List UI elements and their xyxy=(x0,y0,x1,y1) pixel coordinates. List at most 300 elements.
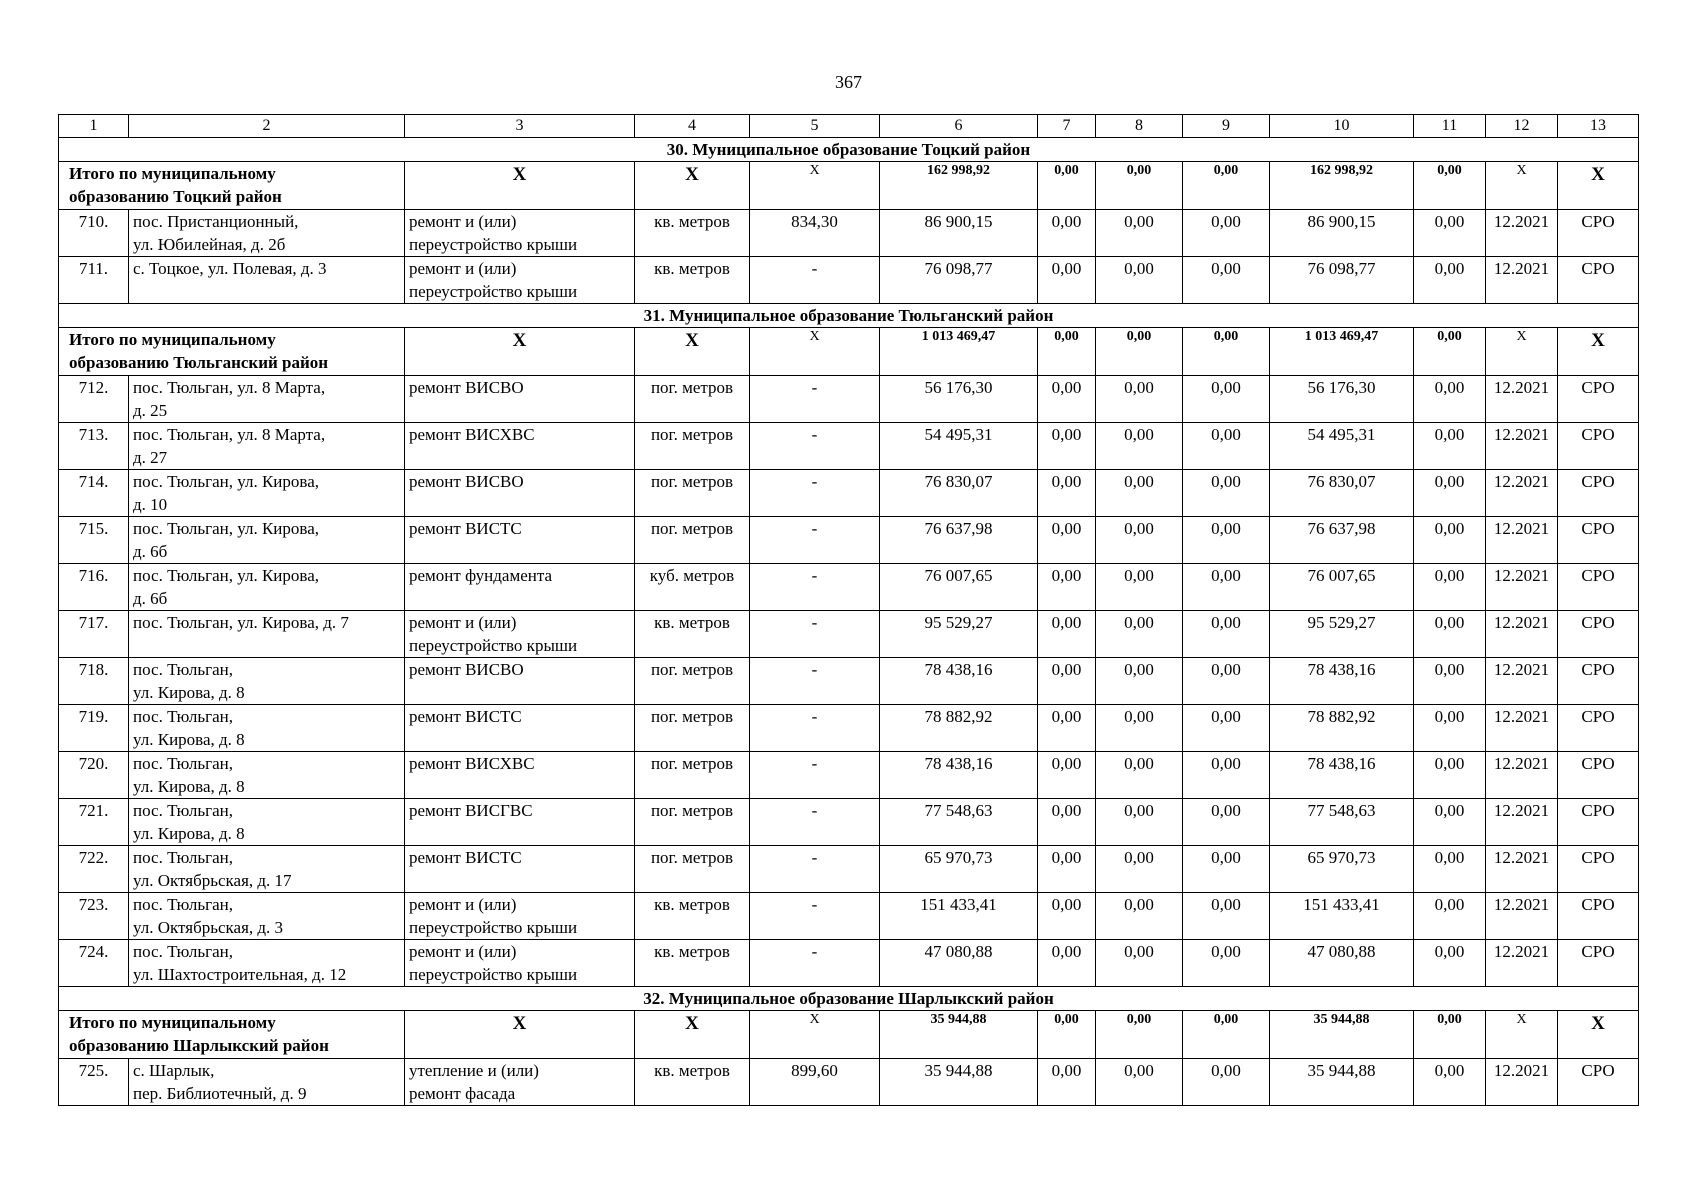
row-unit: кв. метров xyxy=(635,257,750,304)
total-other-funds: 0,00 xyxy=(1414,328,1486,376)
total-regional-funds: 0,00 xyxy=(1096,162,1183,210)
row-address xyxy=(129,423,405,470)
row-federal-funds: 0,00 xyxy=(1038,257,1096,304)
row-local-funds: 0,00 xyxy=(1183,658,1270,705)
row-local-funds: 0,00 xyxy=(1183,611,1270,658)
row-address-line-2: ул. Юбилейная, д. 2б xyxy=(133,235,286,254)
row-owner-funds: 76 830,07 xyxy=(1270,470,1414,517)
row-volume: - xyxy=(750,846,880,893)
row-method: СРО xyxy=(1558,940,1639,987)
row-federal-funds: 0,00 xyxy=(1038,752,1096,799)
row-work-type xyxy=(405,564,635,611)
row-volume: - xyxy=(750,893,880,940)
row-work-type xyxy=(405,940,635,987)
total-method: X xyxy=(1558,162,1639,210)
row-unit: пог. метров xyxy=(635,376,750,423)
row-method: СРО xyxy=(1558,257,1639,304)
row-address xyxy=(129,752,405,799)
row-address xyxy=(129,658,405,705)
row-method: СРО xyxy=(1558,846,1639,893)
row-volume: 834,30 xyxy=(750,210,880,257)
row-method: СРО xyxy=(1558,210,1639,257)
column-number: 6 xyxy=(880,115,1038,138)
total-label-line-1: Итого по муниципальному xyxy=(69,1013,276,1032)
row-address-line-2: пер. Библиотечный, д. 9 xyxy=(133,1084,307,1103)
row-owner-funds: 76 637,98 xyxy=(1270,517,1414,564)
row-other-funds: 0,00 xyxy=(1414,376,1486,423)
row-method: СРО xyxy=(1558,752,1639,799)
row-work-type-line-1: ремонт ВИСТС xyxy=(409,848,522,867)
row-work-type-line-1: ремонт ВИСТС xyxy=(409,519,522,538)
row-number: 715. xyxy=(59,517,129,564)
row-other-funds: 0,00 xyxy=(1414,752,1486,799)
row-other-funds: 0,00 xyxy=(1414,893,1486,940)
column-number: 12 xyxy=(1486,115,1558,138)
row-work-type-line-2: ремонт фасада xyxy=(409,1084,516,1103)
row-address-line-2: д. 6б xyxy=(133,542,168,561)
row-work-type-line-2: переустройство крыши xyxy=(409,965,578,984)
total-work-type: X xyxy=(405,1011,635,1059)
row-number: 713. xyxy=(59,423,129,470)
section-total-row xyxy=(59,328,1639,376)
row-local-funds: 0,00 xyxy=(1183,893,1270,940)
row-local-funds: 0,00 xyxy=(1183,705,1270,752)
row-cost: 76 098,77 xyxy=(880,257,1038,304)
table-row xyxy=(59,940,1639,987)
row-local-funds: 0,00 xyxy=(1183,210,1270,257)
row-method: СРО xyxy=(1558,658,1639,705)
row-other-funds: 0,00 xyxy=(1414,517,1486,564)
page-number: 367 xyxy=(835,72,862,92)
column-number: 3 xyxy=(405,115,635,138)
section-total-row xyxy=(59,1011,1639,1059)
row-address-line-1: с. Шарлык, xyxy=(133,1061,215,1080)
row-work-type xyxy=(405,257,635,304)
total-label-line-1: Итого по муниципальному xyxy=(69,330,276,349)
row-deadline: 12.2021 xyxy=(1486,799,1558,846)
row-local-funds: 0,00 xyxy=(1183,1059,1270,1106)
row-address xyxy=(129,893,405,940)
row-method: СРО xyxy=(1558,799,1639,846)
row-work-type xyxy=(405,376,635,423)
table-row xyxy=(59,376,1639,423)
row-method: СРО xyxy=(1558,564,1639,611)
section-total-row xyxy=(59,162,1639,210)
row-work-type-line-1: ремонт ВИСВО xyxy=(409,378,524,397)
section-title: 32. Муниципальное образование Шарлыкский район xyxy=(59,987,1639,1011)
row-work-type xyxy=(405,210,635,257)
row-address-line-1: пос. Тюльган, xyxy=(133,895,233,914)
column-number: 13 xyxy=(1558,115,1639,138)
row-owner-funds: 47 080,88 xyxy=(1270,940,1414,987)
row-regional-funds: 0,00 xyxy=(1096,210,1183,257)
total-method: X xyxy=(1558,1011,1639,1059)
row-address-line-1: пос. Тюльган, ул. Кирова, xyxy=(133,472,320,491)
row-method: СРО xyxy=(1558,376,1639,423)
row-local-funds: 0,00 xyxy=(1183,799,1270,846)
total-label-line-2: образованию Тюльганский район xyxy=(69,353,329,372)
row-address-line-2: ул. Кирова, д. 8 xyxy=(133,730,245,749)
row-cost: 95 529,27 xyxy=(880,611,1038,658)
row-federal-funds: 0,00 xyxy=(1038,210,1096,257)
row-unit: пог. метров xyxy=(635,705,750,752)
total-federal-funds: 0,00 xyxy=(1038,328,1096,376)
total-other-funds: 0,00 xyxy=(1414,162,1486,210)
row-work-type-line-1: ремонт ВИСГВС xyxy=(409,801,533,820)
total-volume: X xyxy=(750,1011,880,1059)
row-address-line-1: пос. Тюльган, xyxy=(133,707,233,726)
row-cost: 78 438,16 xyxy=(880,658,1038,705)
row-other-funds: 0,00 xyxy=(1414,611,1486,658)
section-header-row xyxy=(59,987,1639,1011)
row-local-funds: 0,00 xyxy=(1183,752,1270,799)
row-number: 714. xyxy=(59,470,129,517)
row-work-type xyxy=(405,1059,635,1106)
row-cost: 65 970,73 xyxy=(880,846,1038,893)
row-address-line-1: пос. Тюльган, xyxy=(133,754,233,773)
total-label-line-2: образованию Тоцкий район xyxy=(69,187,282,206)
row-work-type xyxy=(405,752,635,799)
row-work-type-line-2: переустройство крыши xyxy=(409,918,578,937)
row-local-funds: 0,00 xyxy=(1183,846,1270,893)
row-local-funds: 0,00 xyxy=(1183,423,1270,470)
total-deadline: X xyxy=(1486,1011,1558,1059)
row-deadline: 12.2021 xyxy=(1486,210,1558,257)
row-work-type-line-1: ремонт фундамента xyxy=(409,566,553,585)
row-number: 724. xyxy=(59,940,129,987)
row-number: 717. xyxy=(59,611,129,658)
row-address-line-1: пос. Тюльган, ул. Кирова, xyxy=(133,519,320,538)
table-row xyxy=(59,658,1639,705)
row-work-type xyxy=(405,799,635,846)
row-other-funds: 0,00 xyxy=(1414,658,1486,705)
row-work-type-line-2: переустройство крыши xyxy=(409,282,578,301)
row-local-funds: 0,00 xyxy=(1183,564,1270,611)
row-cost: 151 433,41 xyxy=(880,893,1038,940)
row-address-line-1: с. Тоцкое, ул. Полевая, д. 3 xyxy=(133,259,327,278)
capital-repair-table xyxy=(58,114,1639,1106)
total-unit: X xyxy=(635,328,750,376)
row-regional-funds: 0,00 xyxy=(1096,376,1183,423)
row-deadline: 12.2021 xyxy=(1486,376,1558,423)
row-unit: кв. метров xyxy=(635,940,750,987)
total-unit: X xyxy=(635,162,750,210)
row-address xyxy=(129,257,405,304)
row-owner-funds: 35 944,88 xyxy=(1270,1059,1414,1106)
column-number: 7 xyxy=(1038,115,1096,138)
row-other-funds: 0,00 xyxy=(1414,705,1486,752)
total-regional-funds: 0,00 xyxy=(1096,328,1183,376)
column-number: 9 xyxy=(1183,115,1270,138)
row-cost: 47 080,88 xyxy=(880,940,1038,987)
row-address-line-2: ул. Октябрьская, д. 3 xyxy=(133,918,284,937)
row-owner-funds: 77 548,63 xyxy=(1270,799,1414,846)
row-deadline: 12.2021 xyxy=(1486,470,1558,517)
row-work-type-line-1: ремонт ВИСВО xyxy=(409,472,524,491)
total-local-funds: 0,00 xyxy=(1183,328,1270,376)
total-unit: X xyxy=(635,1011,750,1059)
row-work-type-line-1: ремонт и (или) xyxy=(409,895,517,914)
row-federal-funds: 0,00 xyxy=(1038,376,1096,423)
column-number: 11 xyxy=(1414,115,1486,138)
row-address-line-1: пос. Тюльган, ул. 8 Марта, xyxy=(133,425,326,444)
row-federal-funds: 0,00 xyxy=(1038,1059,1096,1106)
column-number-row xyxy=(59,115,1639,138)
row-address-line-1: пос. Пристанционный, xyxy=(133,212,299,231)
row-volume: 899,60 xyxy=(750,1059,880,1106)
row-volume: - xyxy=(750,376,880,423)
row-work-type xyxy=(405,658,635,705)
row-address-line-2: д. 27 xyxy=(133,448,168,467)
row-unit: пог. метров xyxy=(635,846,750,893)
row-owner-funds: 95 529,27 xyxy=(1270,611,1414,658)
row-federal-funds: 0,00 xyxy=(1038,846,1096,893)
column-number: 1 xyxy=(59,115,129,138)
row-volume: - xyxy=(750,940,880,987)
row-address xyxy=(129,940,405,987)
section-header-row xyxy=(59,138,1639,162)
row-cost: 56 176,30 xyxy=(880,376,1038,423)
row-address xyxy=(129,611,405,658)
row-work-type xyxy=(405,470,635,517)
row-cost: 77 548,63 xyxy=(880,799,1038,846)
row-work-type xyxy=(405,517,635,564)
column-number: 8 xyxy=(1096,115,1183,138)
row-volume: - xyxy=(750,423,880,470)
row-cost: 35 944,88 xyxy=(880,1059,1038,1106)
section-title: 30. Муниципальное образование Тоцкий район xyxy=(59,138,1639,162)
row-volume: - xyxy=(750,799,880,846)
row-number: 725. xyxy=(59,1059,129,1106)
total-other-funds: 0,00 xyxy=(1414,1011,1486,1059)
row-work-type xyxy=(405,846,635,893)
table-row xyxy=(59,799,1639,846)
row-owner-funds: 151 433,41 xyxy=(1270,893,1414,940)
row-deadline: 12.2021 xyxy=(1486,257,1558,304)
row-other-funds: 0,00 xyxy=(1414,564,1486,611)
row-regional-funds: 0,00 xyxy=(1096,658,1183,705)
row-address-line-1: пос. Тюльган, xyxy=(133,660,233,679)
row-regional-funds: 0,00 xyxy=(1096,470,1183,517)
row-number: 711. xyxy=(59,257,129,304)
row-address xyxy=(129,470,405,517)
row-unit: пог. метров xyxy=(635,470,750,517)
row-deadline: 12.2021 xyxy=(1486,752,1558,799)
table-row xyxy=(59,611,1639,658)
total-deadline: X xyxy=(1486,328,1558,376)
row-unit: куб. метров xyxy=(635,564,750,611)
row-work-type-line-1: ремонт ВИСХВС xyxy=(409,425,535,444)
row-address-line-1: пос. Тюльган, ул. 8 Марта, xyxy=(133,378,326,397)
row-unit: пог. метров xyxy=(635,423,750,470)
total-work-type: X xyxy=(405,328,635,376)
row-regional-funds: 0,00 xyxy=(1096,893,1183,940)
table-row xyxy=(59,846,1639,893)
row-regional-funds: 0,00 xyxy=(1096,517,1183,564)
row-federal-funds: 0,00 xyxy=(1038,611,1096,658)
table-row xyxy=(59,564,1639,611)
row-federal-funds: 0,00 xyxy=(1038,423,1096,470)
total-local-funds: 0,00 xyxy=(1183,1011,1270,1059)
total-cost: 1 013 469,47 xyxy=(880,328,1038,376)
total-federal-funds: 0,00 xyxy=(1038,1011,1096,1059)
row-cost: 76 007,65 xyxy=(880,564,1038,611)
row-address-line-1: пос. Тюльган, ул. Кирова, xyxy=(133,566,320,585)
row-address xyxy=(129,517,405,564)
row-work-type xyxy=(405,893,635,940)
row-deadline: 12.2021 xyxy=(1486,658,1558,705)
row-address-line-2: ул. Шахтостроительная, д. 12 xyxy=(133,965,347,984)
total-owner-funds: 35 944,88 xyxy=(1270,1011,1414,1059)
row-local-funds: 0,00 xyxy=(1183,470,1270,517)
row-volume: - xyxy=(750,257,880,304)
row-other-funds: 0,00 xyxy=(1414,423,1486,470)
table-row xyxy=(59,423,1639,470)
row-number: 723. xyxy=(59,893,129,940)
row-number: 721. xyxy=(59,799,129,846)
row-address xyxy=(129,210,405,257)
row-regional-funds: 0,00 xyxy=(1096,705,1183,752)
table-row xyxy=(59,517,1639,564)
row-federal-funds: 0,00 xyxy=(1038,799,1096,846)
row-address xyxy=(129,705,405,752)
row-owner-funds: 56 176,30 xyxy=(1270,376,1414,423)
column-number: 2 xyxy=(129,115,405,138)
total-owner-funds: 1 013 469,47 xyxy=(1270,328,1414,376)
row-regional-funds: 0,00 xyxy=(1096,940,1183,987)
row-regional-funds: 0,00 xyxy=(1096,752,1183,799)
row-regional-funds: 0,00 xyxy=(1096,423,1183,470)
row-address-line-2: д. 10 xyxy=(133,495,168,514)
row-work-type-line-1: утепление и (или) xyxy=(409,1061,539,1080)
row-number: 710. xyxy=(59,210,129,257)
row-address xyxy=(129,564,405,611)
row-method: СРО xyxy=(1558,470,1639,517)
row-federal-funds: 0,00 xyxy=(1038,893,1096,940)
row-owner-funds: 76 098,77 xyxy=(1270,257,1414,304)
row-address-line-1: пос. Тюльган, xyxy=(133,942,233,961)
row-deadline: 12.2021 xyxy=(1486,423,1558,470)
row-unit: кв. метров xyxy=(635,210,750,257)
row-method: СРО xyxy=(1558,705,1639,752)
row-work-type-line-2: переустройство крыши xyxy=(409,235,578,254)
table-row xyxy=(59,893,1639,940)
row-work-type xyxy=(405,705,635,752)
row-owner-funds: 78 438,16 xyxy=(1270,752,1414,799)
row-method: СРО xyxy=(1558,893,1639,940)
row-work-type-line-1: ремонт ВИСТС xyxy=(409,707,522,726)
row-work-type-line-1: ремонт ВИСВО xyxy=(409,660,524,679)
total-local-funds: 0,00 xyxy=(1183,162,1270,210)
column-number: 4 xyxy=(635,115,750,138)
row-local-funds: 0,00 xyxy=(1183,940,1270,987)
total-owner-funds: 162 998,92 xyxy=(1270,162,1414,210)
row-federal-funds: 0,00 xyxy=(1038,470,1096,517)
row-unit: кв. метров xyxy=(635,611,750,658)
total-label-line-1: Итого по муниципальному xyxy=(69,164,276,183)
table-row xyxy=(59,257,1639,304)
section-title: 31. Муниципальное образование Тюльганский район xyxy=(59,304,1639,328)
column-number: 10 xyxy=(1270,115,1414,138)
row-local-funds: 0,00 xyxy=(1183,376,1270,423)
row-work-type-line-1: ремонт и (или) xyxy=(409,613,517,632)
row-regional-funds: 0,00 xyxy=(1096,564,1183,611)
row-address-line-2: ул. Кирова, д. 8 xyxy=(133,777,245,796)
row-address-line-2: д. 25 xyxy=(133,401,168,420)
row-volume: - xyxy=(750,470,880,517)
row-cost: 76 830,07 xyxy=(880,470,1038,517)
table-row xyxy=(59,470,1639,517)
total-deadline: X xyxy=(1486,162,1558,210)
row-address xyxy=(129,376,405,423)
row-owner-funds: 78 882,92 xyxy=(1270,705,1414,752)
row-unit: пог. метров xyxy=(635,752,750,799)
row-method: СРО xyxy=(1558,423,1639,470)
row-other-funds: 0,00 xyxy=(1414,1059,1486,1106)
row-address-line-2: ул. Кирова, д. 8 xyxy=(133,683,245,702)
row-volume: - xyxy=(750,658,880,705)
row-address xyxy=(129,846,405,893)
row-work-type-line-2: переустройство крыши xyxy=(409,636,578,655)
row-regional-funds: 0,00 xyxy=(1096,1059,1183,1106)
row-volume: - xyxy=(750,752,880,799)
row-deadline: 12.2021 xyxy=(1486,705,1558,752)
row-other-funds: 0,00 xyxy=(1414,470,1486,517)
row-deadline: 12.2021 xyxy=(1486,940,1558,987)
total-regional-funds: 0,00 xyxy=(1096,1011,1183,1059)
row-work-type-line-1: ремонт ВИСХВС xyxy=(409,754,535,773)
row-federal-funds: 0,00 xyxy=(1038,658,1096,705)
table-row xyxy=(59,1059,1639,1106)
row-owner-funds: 86 900,15 xyxy=(1270,210,1414,257)
total-label xyxy=(59,162,405,210)
row-unit: кв. метров xyxy=(635,1059,750,1106)
row-federal-funds: 0,00 xyxy=(1038,564,1096,611)
row-address-line-2: д. 6б xyxy=(133,589,168,608)
total-volume: X xyxy=(750,162,880,210)
row-local-funds: 0,00 xyxy=(1183,517,1270,564)
row-other-funds: 0,00 xyxy=(1414,846,1486,893)
table-row xyxy=(59,752,1639,799)
row-owner-funds: 65 970,73 xyxy=(1270,846,1414,893)
row-address-line-2: ул. Кирова, д. 8 xyxy=(133,824,245,843)
row-unit: кв. метров xyxy=(635,893,750,940)
row-address xyxy=(129,1059,405,1106)
row-method: СРО xyxy=(1558,1059,1639,1106)
row-number: 722. xyxy=(59,846,129,893)
row-cost: 78 882,92 xyxy=(880,705,1038,752)
row-cost: 86 900,15 xyxy=(880,210,1038,257)
row-federal-funds: 0,00 xyxy=(1038,517,1096,564)
row-cost: 76 637,98 xyxy=(880,517,1038,564)
row-number: 720. xyxy=(59,752,129,799)
row-address-line-1: пос. Тюльган, xyxy=(133,848,233,867)
row-regional-funds: 0,00 xyxy=(1096,799,1183,846)
row-number: 718. xyxy=(59,658,129,705)
row-regional-funds: 0,00 xyxy=(1096,846,1183,893)
table-row xyxy=(59,705,1639,752)
total-method: X xyxy=(1558,328,1639,376)
row-number: 716. xyxy=(59,564,129,611)
row-work-type xyxy=(405,611,635,658)
row-address-line-1: пос. Тюльган, xyxy=(133,801,233,820)
row-cost: 54 495,31 xyxy=(880,423,1038,470)
row-deadline: 12.2021 xyxy=(1486,846,1558,893)
total-federal-funds: 0,00 xyxy=(1038,162,1096,210)
column-number: 5 xyxy=(750,115,880,138)
row-unit: пог. метров xyxy=(635,658,750,705)
total-label-line-2: образованию Шарлыкский район xyxy=(69,1036,329,1055)
